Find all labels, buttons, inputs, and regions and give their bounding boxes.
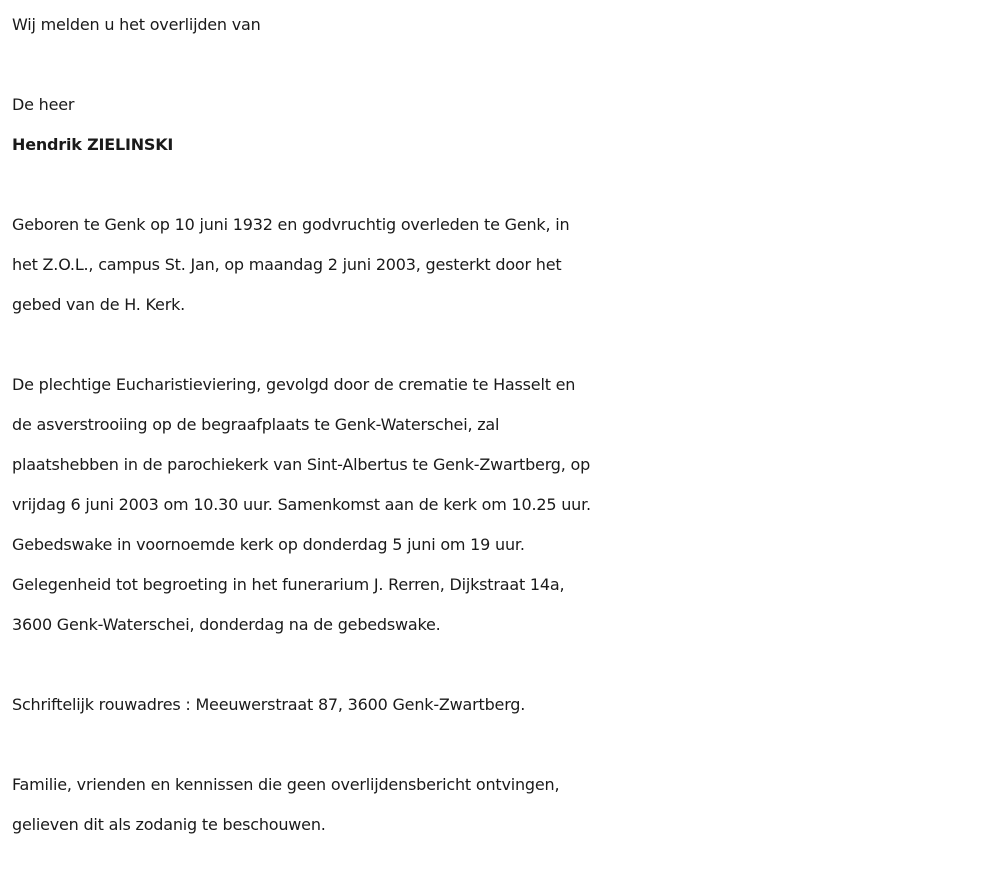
paragraph-line: Gebedswake in voornoemde kerk op donderdag 5 juni om 19 uur. [12, 535, 525, 554]
paragraph-line: De plechtige Eucharistieviering, gevolgd door de crematie te Hasselt en [12, 375, 576, 394]
deceased-name: Hendrik ZIELINSKI [12, 135, 174, 154]
paragraph-line: gelieven dit als zodanig te beschouwen. [12, 815, 326, 834]
closing-paragraph [12, 765, 992, 845]
ceremony-paragraph [12, 365, 992, 645]
birth-paragraph [12, 205, 992, 325]
spacer [12, 45, 992, 85]
intro-text: Wij melden u het overlijden van [12, 15, 261, 34]
paragraph-line: 3600 Genk-Waterschei, donderdag na de gebedswake. [12, 615, 441, 634]
paragraph-line: Gelegenheid tot begroeting in het funerarium J. Rerren, Dijkstraat 14a, [12, 575, 565, 594]
paragraph-line: plaatshebben in de parochiekerk van Sint-Albertus te Genk-Zwartberg, op [12, 455, 591, 474]
paragraph-line: vrijdag 6 juni 2003 om 10.30 uur. Samenkomst aan de kerk om 10.25 uur. [12, 495, 591, 514]
paragraph-line: Geboren te Genk op 10 juni 1932 en godvruchtig overleden te Genk, in [12, 215, 570, 234]
paragraph-line: de asverstrooiing op de begraafplaats te Genk-Waterschei, zal [12, 415, 500, 434]
salutation: De heer [12, 95, 75, 114]
spacer [12, 325, 992, 365]
death-notice [12, 5, 992, 845]
spacer [12, 645, 992, 685]
paragraph-line: het Z.O.L., campus St. Jan, op maandag 2 juni 2003, gesterkt door het [12, 255, 562, 274]
mourning-address: Schriftelijk rouwadres : Meeuwerstraat 87, 3600 Genk-Zwartberg. [12, 695, 526, 714]
spacer [12, 165, 992, 205]
spacer [12, 725, 992, 765]
paragraph-line: Familie, vrienden en kennissen die geen overlijdensbericht ontvingen, [12, 775, 560, 794]
paragraph-line: gebed van de H. Kerk. [12, 295, 186, 314]
